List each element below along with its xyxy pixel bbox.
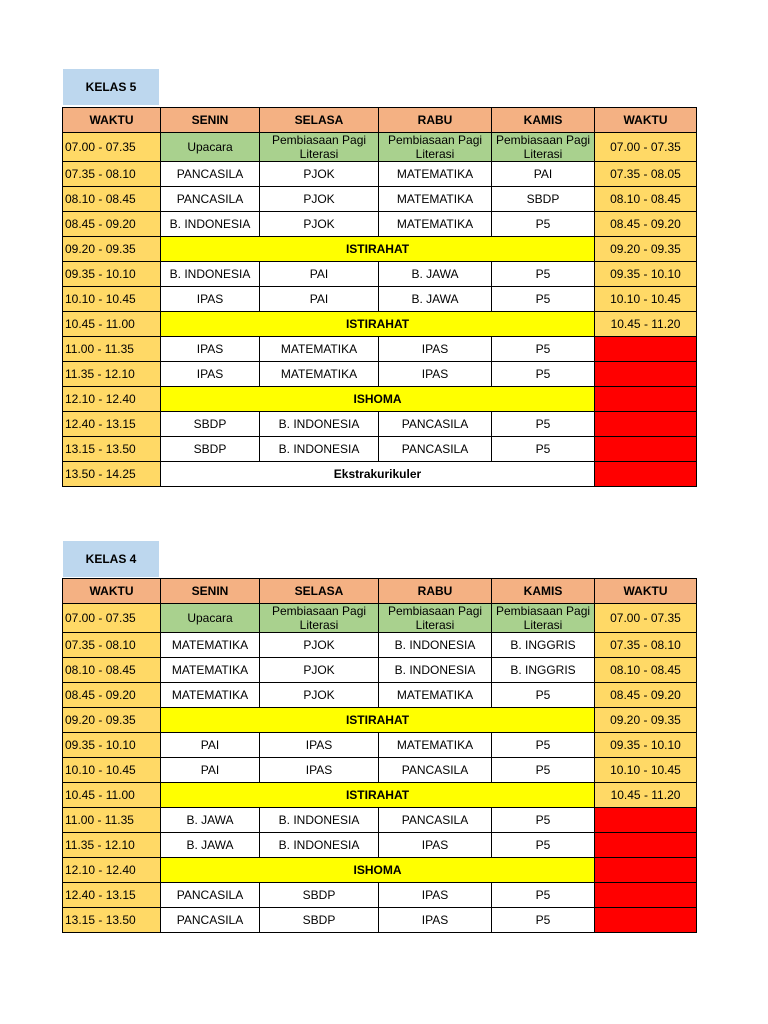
subject-cell: Upacara [161, 133, 260, 162]
subject-cell: P5 [492, 808, 595, 833]
schedule-table-kelas-4 [62, 578, 697, 933]
subject-cell: B. JAWA [379, 262, 492, 287]
subject-cell: Upacara [161, 604, 260, 633]
subject-cell: B. INDONESIA [379, 633, 492, 658]
column-header: KAMIS [492, 108, 595, 133]
subject-cell: IPAS [161, 287, 260, 312]
time-slot-right: 09.35 - 10.10 [595, 733, 697, 758]
subject-cell: PAI [161, 758, 260, 783]
time-slot: 13.15 - 13.50 [63, 437, 161, 462]
subject-cell: B. INDONESIA [260, 833, 379, 858]
schedule-row [63, 312, 697, 337]
time-slot: 13.15 - 13.50 [63, 908, 161, 933]
subject-cell: PJOK [260, 683, 379, 708]
blocked-cell [595, 337, 697, 362]
schedule-row [63, 262, 697, 287]
subject-cell: B. INDONESIA [161, 262, 260, 287]
time-slot-right: 08.45 - 09.20 [595, 683, 697, 708]
break-cell: ISHOMA [161, 387, 595, 412]
subject-cell: B. INDONESIA [260, 808, 379, 833]
subject-cell: B. JAWA [379, 287, 492, 312]
column-header: SENIN [161, 108, 260, 133]
time-slot: 07.35 - 08.10 [63, 162, 161, 187]
schedule-table-kelas-5 [62, 107, 697, 487]
time-slot-right: 10.45 - 11.20 [595, 783, 697, 808]
subject-cell: PJOK [260, 633, 379, 658]
subject-cell: MATEMATIKA [260, 337, 379, 362]
blocked-cell [595, 883, 697, 908]
schedule-row [63, 337, 697, 362]
subject-cell: MATEMATIKA [379, 733, 492, 758]
time-slot: 09.20 - 09.35 [63, 708, 161, 733]
subject-cell: SBDP [161, 412, 260, 437]
blocked-cell [595, 833, 697, 858]
subject-cell: MATEMATIKA [379, 683, 492, 708]
subject-cell: IPAS [379, 883, 492, 908]
schedule-row [63, 833, 697, 858]
subject-cell: B. INGGRIS [492, 658, 595, 683]
subject-cell: PANCASILA [161, 883, 260, 908]
schedule-row [63, 604, 697, 633]
header-row [63, 579, 697, 604]
time-slot: 12.10 - 12.40 [63, 387, 161, 412]
schedule-row [63, 462, 697, 487]
column-header: SENIN [161, 579, 260, 604]
subject-cell: PANCASILA [379, 437, 492, 462]
subject-cell: MATEMATIKA [379, 187, 492, 212]
time-slot-right: 07.00 - 07.35 [595, 133, 697, 162]
schedule-row [63, 133, 697, 162]
column-header: WAKTU [63, 579, 161, 604]
schedule-row [63, 412, 697, 437]
schedule-row [63, 162, 697, 187]
schedule-row [63, 858, 697, 883]
subject-cell: P5 [492, 437, 595, 462]
time-slot: 11.00 - 11.35 [63, 808, 161, 833]
time-slot-right: 09.20 - 09.35 [595, 708, 697, 733]
subject-cell: IPAS [379, 362, 492, 387]
subject-cell: PJOK [260, 162, 379, 187]
subject-cell: B. INDONESIA [161, 212, 260, 237]
time-slot-right: 08.10 - 08.45 [595, 658, 697, 683]
blocked-cell [595, 908, 697, 933]
column-header: WAKTU [63, 108, 161, 133]
blocked-cell [595, 412, 697, 437]
column-header: WAKTU [595, 579, 697, 604]
blocked-cell [595, 362, 697, 387]
subject-cell: Pembiasaan Pagi Literasi [260, 604, 379, 633]
schedule-row [63, 387, 697, 412]
subject-cell: PANCASILA [161, 187, 260, 212]
column-header: WAKTU [595, 108, 697, 133]
time-slot: 07.00 - 07.35 [63, 604, 161, 633]
column-header: SELASA [260, 579, 379, 604]
subject-cell: P5 [492, 908, 595, 933]
subject-cell: PJOK [260, 658, 379, 683]
subject-cell: P5 [492, 287, 595, 312]
time-slot: 11.35 - 12.10 [63, 833, 161, 858]
subject-cell: IPAS [379, 337, 492, 362]
time-slot-right: 10.10 - 10.45 [595, 287, 697, 312]
subject-cell: Pembiasaan Pagi Literasi [492, 604, 595, 633]
time-slot-right: 07.35 - 08.10 [595, 633, 697, 658]
subject-cell: Pembiasaan Pagi Literasi [260, 133, 379, 162]
time-slot: 08.45 - 09.20 [63, 683, 161, 708]
time-slot: 12.40 - 13.15 [63, 883, 161, 908]
subject-cell: MATEMATIKA [260, 362, 379, 387]
subject-cell: IPAS [260, 733, 379, 758]
subject-cell: P5 [492, 758, 595, 783]
subject-cell: SBDP [492, 187, 595, 212]
break-cell: ISTIRAHAT [161, 237, 595, 262]
subject-cell: MATEMATIKA [161, 658, 260, 683]
subject-cell: MATEMATIKA [161, 683, 260, 708]
blocked-cell [595, 437, 697, 462]
schedule-row [63, 758, 697, 783]
column-header: RABU [379, 579, 492, 604]
subject-cell: B. JAWA [161, 833, 260, 858]
subject-cell: PANCASILA [379, 758, 492, 783]
subject-cell: IPAS [161, 362, 260, 387]
subject-cell: P5 [492, 362, 595, 387]
time-slot: 08.10 - 08.45 [63, 187, 161, 212]
subject-cell: IPAS [161, 337, 260, 362]
schedule-row [63, 883, 697, 908]
time-slot: 12.10 - 12.40 [63, 858, 161, 883]
subject-cell: B. INDONESIA [260, 437, 379, 462]
break-cell: ISTIRAHAT [161, 312, 595, 337]
time-slot: 11.00 - 11.35 [63, 337, 161, 362]
subject-cell: PANCASILA [161, 162, 260, 187]
subject-cell: PAI [260, 262, 379, 287]
subject-cell: P5 [492, 683, 595, 708]
schedule-row [63, 733, 697, 758]
class-label-kelas-5: KELAS 5 [63, 69, 159, 105]
time-slot-right: 09.35 - 10.10 [595, 262, 697, 287]
subject-cell: P5 [492, 883, 595, 908]
time-slot: 09.35 - 10.10 [63, 733, 161, 758]
schedule-row [63, 683, 697, 708]
subject-cell: B. INDONESIA [379, 658, 492, 683]
subject-cell: B. JAWA [161, 808, 260, 833]
column-header: RABU [379, 108, 492, 133]
schedule-row [63, 237, 697, 262]
time-slot: 08.45 - 09.20 [63, 212, 161, 237]
blocked-cell [595, 387, 697, 412]
time-slot: 11.35 - 12.10 [63, 362, 161, 387]
time-slot: 10.10 - 10.45 [63, 287, 161, 312]
time-slot: 09.35 - 10.10 [63, 262, 161, 287]
class-label-kelas-4: KELAS 4 [63, 541, 159, 577]
time-slot-right: 10.45 - 11.20 [595, 312, 697, 337]
time-slot-right: 08.10 - 08.45 [595, 187, 697, 212]
time-slot-right: 10.10 - 10.45 [595, 758, 697, 783]
time-slot: 08.10 - 08.45 [63, 658, 161, 683]
subject-cell: MATEMATIKA [379, 212, 492, 237]
time-slot-right: 07.00 - 07.35 [595, 604, 697, 633]
subject-cell: Pembiasaan Pagi Literasi [492, 133, 595, 162]
subject-cell: SBDP [260, 883, 379, 908]
subject-cell: P5 [492, 337, 595, 362]
subject-cell: PAI [260, 287, 379, 312]
schedule-row [63, 633, 697, 658]
blocked-cell [595, 462, 697, 487]
time-slot: 10.10 - 10.45 [63, 758, 161, 783]
subject-cell: P5 [492, 412, 595, 437]
subject-cell: IPAS [260, 758, 379, 783]
subject-cell: MATEMATIKA [161, 633, 260, 658]
time-slot: 07.35 - 08.10 [63, 633, 161, 658]
subject-cell: MATEMATIKA [379, 162, 492, 187]
header-row [63, 108, 697, 133]
schedule-row [63, 808, 697, 833]
subject-cell: IPAS [379, 833, 492, 858]
column-header: KAMIS [492, 579, 595, 604]
schedule-row [63, 187, 697, 212]
schedule-row [63, 658, 697, 683]
subject-cell: P5 [492, 733, 595, 758]
blocked-cell [595, 808, 697, 833]
subject-cell: SBDP [161, 437, 260, 462]
blocked-cell [595, 858, 697, 883]
time-slot-right: 07.35 - 08.05 [595, 162, 697, 187]
time-slot: 13.50 - 14.25 [63, 462, 161, 487]
subject-cell: PJOK [260, 187, 379, 212]
subject-cell: Pembiasaan Pagi Literasi [379, 133, 492, 162]
subject-cell: P5 [492, 212, 595, 237]
schedule-row [63, 437, 697, 462]
subject-cell: PANCASILA [379, 412, 492, 437]
schedule-row [63, 362, 697, 387]
break-cell: ISHOMA [161, 858, 595, 883]
schedule-row [63, 908, 697, 933]
schedule-row [63, 708, 697, 733]
extracurricular-cell: Ekstrakurikuler [161, 462, 595, 487]
time-slot: 12.40 - 13.15 [63, 412, 161, 437]
column-header: SELASA [260, 108, 379, 133]
subject-cell: PANCASILA [161, 908, 260, 933]
break-cell: ISTIRAHAT [161, 708, 595, 733]
schedule-row [63, 783, 697, 808]
subject-cell: PAI [161, 733, 260, 758]
time-slot: 10.45 - 11.00 [63, 312, 161, 337]
subject-cell: SBDP [260, 908, 379, 933]
subject-cell: B. INDONESIA [260, 412, 379, 437]
subject-cell: B. INGGRIS [492, 633, 595, 658]
schedule-row [63, 212, 697, 237]
time-slot-right: 09.20 - 09.35 [595, 237, 697, 262]
break-cell: ISTIRAHAT [161, 783, 595, 808]
subject-cell: P5 [492, 833, 595, 858]
subject-cell: Pembiasaan Pagi Literasi [379, 604, 492, 633]
time-slot: 09.20 - 09.35 [63, 237, 161, 262]
schedule-row [63, 287, 697, 312]
subject-cell: PJOK [260, 212, 379, 237]
subject-cell: PANCASILA [379, 808, 492, 833]
subject-cell: P5 [492, 262, 595, 287]
time-slot: 07.00 - 07.35 [63, 133, 161, 162]
subject-cell: PAI [492, 162, 595, 187]
subject-cell: IPAS [379, 908, 492, 933]
time-slot-right: 08.45 - 09.20 [595, 212, 697, 237]
time-slot: 10.45 - 11.00 [63, 783, 161, 808]
